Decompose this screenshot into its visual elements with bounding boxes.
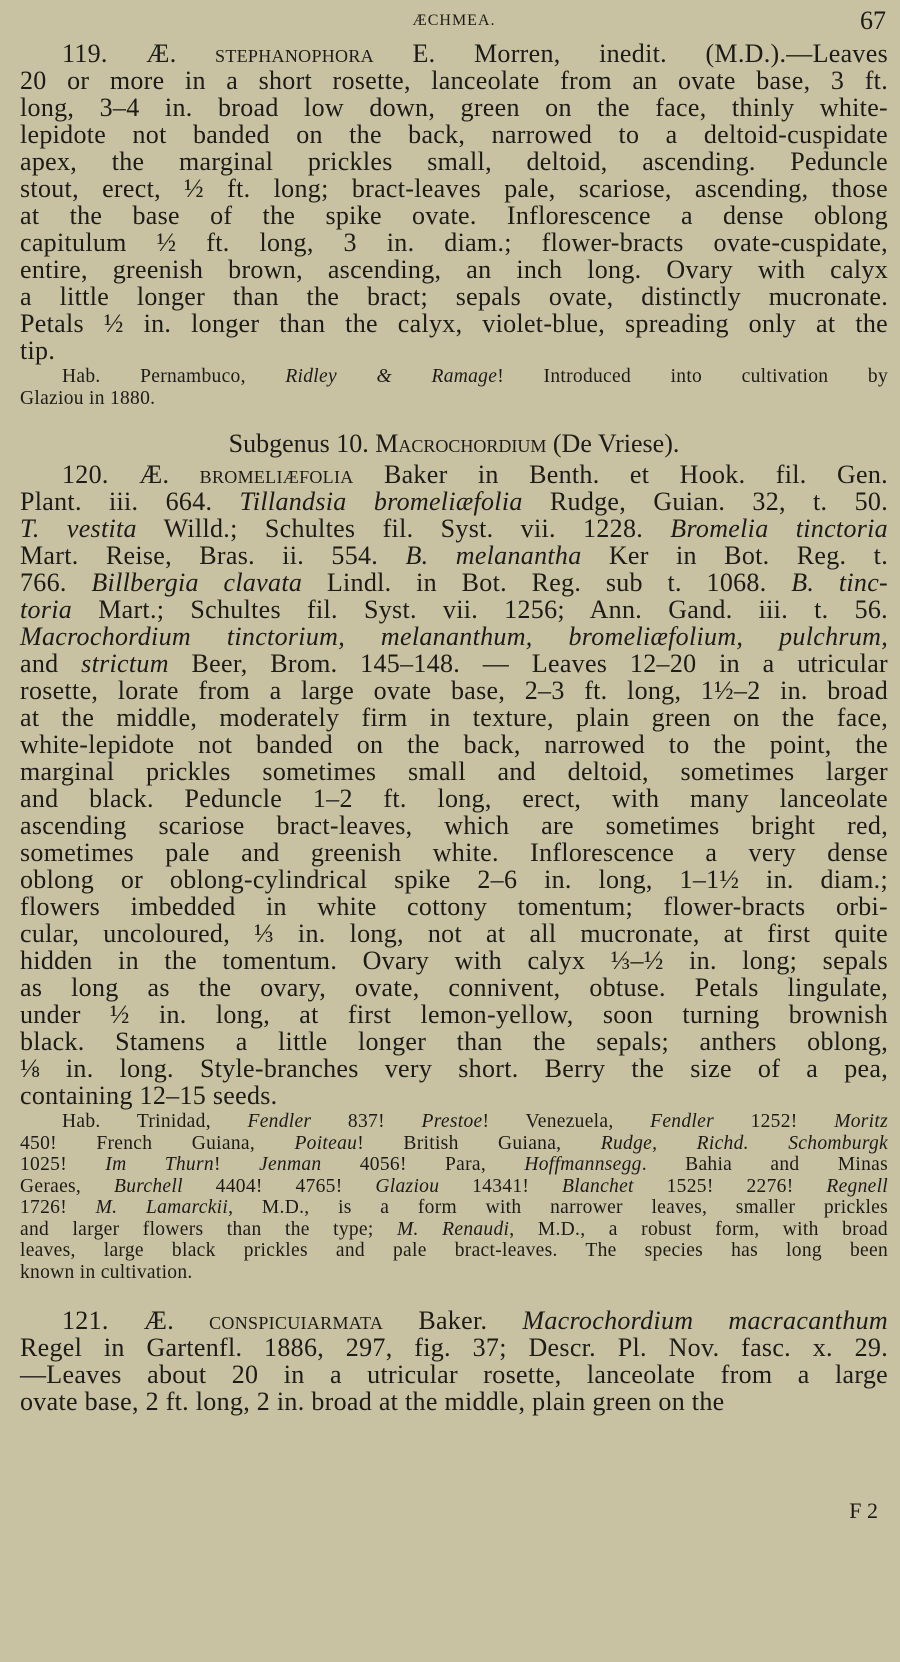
text-segment: 1252! xyxy=(713,1111,835,1132)
species-paragraph xyxy=(20,461,888,1109)
text-line xyxy=(20,388,888,410)
text-segment: and xyxy=(20,649,82,678)
text-line xyxy=(20,920,888,947)
italic-text: M. Lamarckii xyxy=(95,1197,229,1218)
text-line xyxy=(20,121,888,148)
italic-text: T. vestita xyxy=(20,514,137,543)
text-line xyxy=(20,1334,888,1361)
text-line xyxy=(20,596,888,623)
text-segment: Mart.; Schultes fil. Syst. vii. 1256; Ann. Gand. iii. t. 56. xyxy=(72,595,888,624)
text-line xyxy=(20,1388,888,1415)
text-line xyxy=(20,1133,888,1155)
text-line xyxy=(20,785,888,812)
italic-text: Billbergia clavata xyxy=(91,568,303,597)
text-line xyxy=(20,488,888,515)
text-segment: , M.D., is a form with narrower leaves, smaller prickles xyxy=(228,1197,889,1218)
text-line xyxy=(20,1154,888,1176)
text-segment: 766. xyxy=(20,568,92,597)
text-segment: 20 or more in a short rosette, lanceolate from an ovate base, 3 ft. xyxy=(20,66,888,95)
text-segment: as long as the ovary, ovate, connivent, obtuse. Petals lingulate, xyxy=(20,973,888,1002)
text-segment: known in cultivation. xyxy=(20,1261,193,1283)
text-segment: leaves, large black prickles and pale bract-leaves. The species has long been xyxy=(20,1240,888,1261)
text-line xyxy=(20,1219,888,1241)
text-line xyxy=(20,731,888,758)
text-segment: and larger flowers than the type; xyxy=(20,1218,398,1240)
italic-text: Fendler xyxy=(247,1111,312,1132)
text-line xyxy=(20,1055,888,1082)
text-segment: at the base of the spike ovate. Inflorescence a dense oblong xyxy=(20,201,888,230)
text-segment: ascending scariose bract-leaves, which are sometimes bright red, xyxy=(20,811,888,840)
text-segment: (De Vriese). xyxy=(546,429,680,458)
text-line xyxy=(20,893,888,920)
species-paragraph xyxy=(20,1307,888,1415)
text-segment: ovate base, 2 ft. long, 2 in. broad at the middle, plain green on the xyxy=(20,1387,725,1416)
text-segment: capitulum ½ ft. long, 3 in. diam.; flower-bracts ovate-cuspidate, xyxy=(20,228,888,257)
text-segment: Glaziou in 1880. xyxy=(20,387,156,409)
text-line xyxy=(20,1240,888,1262)
text-segment: stout, erect, ½ ft. long; bract-leaves pale, scariose, ascending, those xyxy=(20,174,888,203)
text-segment: 1726! xyxy=(20,1197,96,1218)
text-segment: under ½ in. long, at first lemon-yellow, soon turning brownish xyxy=(20,1000,888,1029)
text-line xyxy=(20,202,888,229)
text-line xyxy=(20,677,888,704)
italic-text: Burchell xyxy=(113,1175,183,1197)
text-line xyxy=(20,947,888,974)
text-segment: 4056! Para, xyxy=(321,1154,525,1175)
italic-text: Bromelia tinctoria xyxy=(670,514,888,543)
text-segment: Ker in Bot. Reg. t. xyxy=(581,541,889,570)
italic-text: Jenman xyxy=(259,1154,322,1175)
species-name: bromeliæfolia xyxy=(199,460,354,489)
text-line xyxy=(20,839,888,866)
text-line xyxy=(20,1111,888,1133)
text-line xyxy=(20,1262,888,1284)
text-line xyxy=(20,366,888,388)
text-segment: 837! xyxy=(311,1111,422,1132)
text-line xyxy=(20,1082,888,1109)
text-line xyxy=(20,283,888,310)
text-segment: , M.D., a robust form, with broad xyxy=(509,1218,888,1240)
page-body xyxy=(20,40,888,1415)
italic-text: Poiteau xyxy=(294,1132,358,1154)
text-line xyxy=(20,1361,888,1388)
text-line xyxy=(20,812,888,839)
text-line xyxy=(20,1197,888,1219)
text-segment: entire, greenish brown, ascending, an inch long. Ovary with calyx xyxy=(20,255,888,284)
text-segment: Plant. iii. 664. xyxy=(20,487,240,516)
italic-text: M. Renaudi xyxy=(397,1218,510,1240)
signature-mark: F 2 xyxy=(849,1498,878,1523)
text-segment: 4404! 4765! xyxy=(182,1175,376,1197)
text-line xyxy=(20,542,888,569)
italic-text: Regnell xyxy=(826,1175,889,1197)
italic-text: B. tinc- xyxy=(791,568,888,597)
text-segment: white-lepidote not banded on the back, narrowed to the point, the xyxy=(20,730,888,759)
text-line xyxy=(20,515,888,542)
text-segment: ! Venezuela, xyxy=(482,1111,651,1132)
text-segment: long, 3–4 in. broad low down, green on the face, thinly white- xyxy=(20,93,888,122)
text-line xyxy=(20,623,888,650)
text-segment: oblong or oblong-cylindrical spike 2–6 in. long, 1–1½ in. diam.; xyxy=(20,865,888,894)
text-line xyxy=(20,650,888,677)
text-segment: Hab. Trinidad, xyxy=(62,1111,248,1132)
text-line xyxy=(20,461,888,488)
text-segment: flowers imbedded in white cottony tomentum; flower-bracts orbi- xyxy=(20,892,888,921)
text-segment: marginal prickles sometimes small and deltoid, sometimes larger xyxy=(20,757,888,786)
text-segment: at the middle, moderately firm in texture, plain green on the face, xyxy=(20,703,888,732)
italic-text: Im Thurn xyxy=(105,1154,214,1175)
text-line xyxy=(20,256,888,283)
italic-text: strictum xyxy=(81,649,169,678)
italic-text: Hoffmannsegg xyxy=(524,1154,642,1175)
text-segment: 119. Æ. xyxy=(62,39,216,68)
italic-text: Fendler xyxy=(650,1111,714,1132)
text-line xyxy=(20,1001,888,1028)
text-segment: containing 12–15 seeds. xyxy=(20,1081,278,1110)
species-name: conspicuiarmata xyxy=(209,1306,384,1335)
text-segment: E. Morren, inedit. (M.D.).—Leaves xyxy=(373,39,888,68)
page-number: 67 xyxy=(860,6,886,35)
text-line xyxy=(20,569,888,596)
text-segment: ! British Guiana, xyxy=(357,1132,601,1154)
text-segment: 120. Æ. xyxy=(62,460,200,489)
text-segment: Petals ½ in. longer than the calyx, violet-blue, spreading only at the xyxy=(20,309,888,338)
text-line xyxy=(20,974,888,1001)
text-segment: Lindl. in Bot. Reg. sub t. 1068. xyxy=(302,568,792,597)
text-line xyxy=(20,704,888,731)
text-segment: apex, the marginal prickles small, deltoid, ascending. Peduncle xyxy=(20,147,888,176)
text-line xyxy=(20,94,888,121)
text-segment: 121. Æ. xyxy=(62,1306,210,1335)
text-line xyxy=(20,1307,888,1334)
text-segment: Baker in Benth. et Hook. fil. Gen. xyxy=(353,460,888,489)
species-name: stephanophora xyxy=(215,39,374,68)
text-segment: Subgenus 10. xyxy=(228,429,376,458)
text-segment: 1025! xyxy=(20,1154,106,1175)
text-segment: Rudge, Guian. 32, t. 50. xyxy=(522,487,888,516)
text-segment: ! Introduced into cultivation by xyxy=(497,366,889,387)
running-title: ÆCHMEA. xyxy=(412,12,496,29)
habitat-note xyxy=(20,1111,888,1283)
italic-text: Tillandsia bromeliæfolia xyxy=(239,487,523,516)
text-segment: rosette, lorate from a large ovate base, 2–3 ft. long, 1½–2 in. broad xyxy=(20,676,888,705)
species-paragraph xyxy=(20,40,888,364)
text-line xyxy=(20,429,888,459)
text-segment: tip. xyxy=(20,336,56,365)
text-segment: Baker. xyxy=(383,1306,523,1335)
italic-text: Glaziou xyxy=(375,1175,440,1197)
text-line xyxy=(20,148,888,175)
text-segment: —Leaves about 20 in a utricular rosette, lanceolate from a large xyxy=(20,1360,888,1389)
italic-text: Blanchet xyxy=(562,1175,634,1197)
text-segment: Geraes, xyxy=(20,1175,114,1197)
subgenus-heading xyxy=(20,429,888,459)
text-segment: Beer, Brom. 145–148. — Leaves 12–20 in a utricular xyxy=(168,649,888,678)
text-segment: Regel in Gartenfl. 1886, 297, fig. 37; Descr. Pl. Nov. fasc. x. 29. xyxy=(20,1333,888,1362)
text-segment: sometimes pale and greenish white. Inflorescence a very dense xyxy=(20,838,888,867)
text-line xyxy=(20,337,888,364)
text-line xyxy=(20,1028,888,1055)
italic-text: Ridley & Ramage xyxy=(285,366,498,387)
text-line xyxy=(20,310,888,337)
text-line xyxy=(20,67,888,94)
book-page xyxy=(20,0,888,1415)
text-segment: . Bahia and Minas xyxy=(641,1154,888,1175)
text-segment: a little longer than the bract; sepals ovate, distinctly mucronate. xyxy=(20,282,888,311)
text-segment: 450! French Guiana, xyxy=(20,1132,295,1154)
habitat-note xyxy=(20,366,888,409)
text-segment: ! xyxy=(213,1154,260,1175)
text-segment: hidden in the tomentum. Ovary with calyx ⅓–½ in. long; sepals xyxy=(20,946,888,975)
text-segment: and black. Peduncle 1–2 ft. long, erect, with many lanceolate xyxy=(20,784,888,813)
text-line xyxy=(20,229,888,256)
text-segment: Willd.; Schultes fil. Syst. vii. 1228. xyxy=(136,514,671,543)
italic-text: Rudge, Richd. Schomburgk xyxy=(600,1132,889,1154)
italic-text: Prestoe xyxy=(421,1111,483,1132)
text-segment: Mart. Reise, Bras. ii. 554. xyxy=(20,541,406,570)
italic-text: B. melanantha xyxy=(405,541,582,570)
italic-text: Macrochordium macracanthum xyxy=(522,1306,888,1335)
page-header xyxy=(20,0,888,40)
species-name: Macrochordium xyxy=(375,429,547,458)
text-line xyxy=(20,40,888,67)
italic-text: Macrochordium tinctorium, melananthum, bromeliæfolium, pulchrum, xyxy=(20,622,888,651)
text-segment: ⅛ in. long. Style-branches very short. Berry the size of a pea, xyxy=(20,1054,888,1083)
text-segment: 14341! xyxy=(439,1175,563,1197)
text-segment: black. Stamens a little longer than the sepals; anthers oblong, xyxy=(20,1027,888,1056)
text-segment: Hab. Pernambuco, xyxy=(62,366,286,387)
text-line xyxy=(20,1176,888,1198)
text-line xyxy=(20,866,888,893)
text-segment: lepidote not banded on the back, narrowed to a deltoid-cuspidate xyxy=(20,120,888,149)
italic-text: toria xyxy=(20,595,73,624)
text-line xyxy=(20,175,888,202)
italic-text: Moritz xyxy=(834,1111,888,1132)
text-segment: 1525! 2276! xyxy=(633,1175,827,1197)
text-line xyxy=(20,758,888,785)
text-segment: cular, uncoloured, ⅓ in. long, not at all mucronate, at first quite xyxy=(20,919,888,948)
